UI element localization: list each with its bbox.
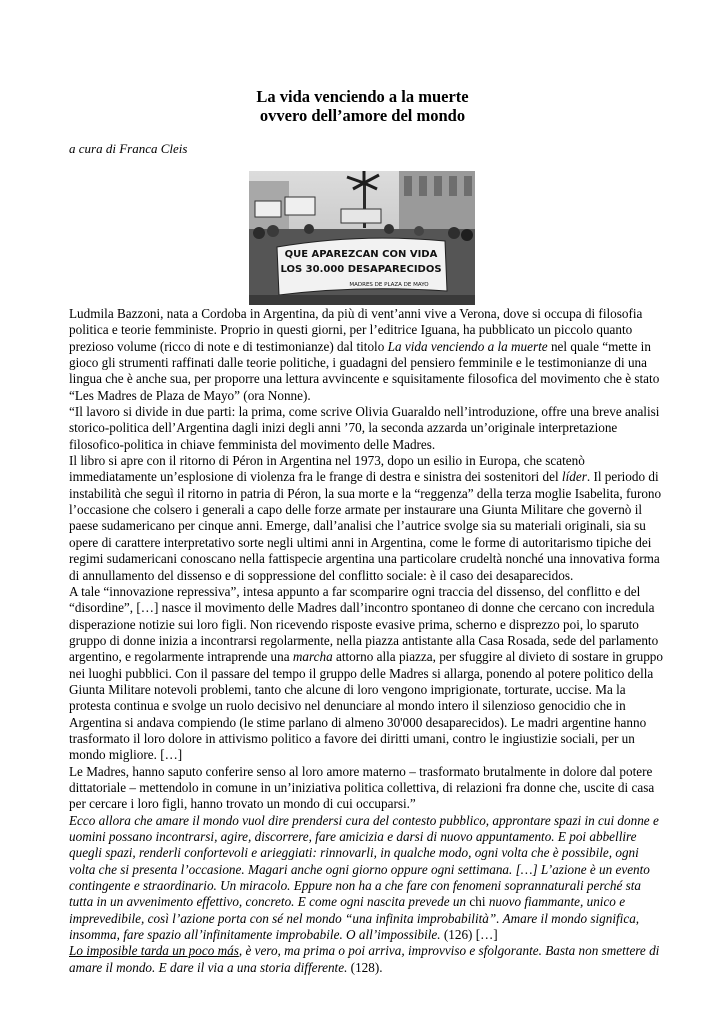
title-line-2: ovvero dell’amore del mondo <box>259 106 466 125</box>
paragraph-movement: A tale “innovazione repressiva”, intesa appunto a far scomparire ogni traccia del dissenso, del conflitto e del “disordine”, […] nasce il movimento delle Madres dall’incontro spontaneo di donne che cercano con incredula disperazione notizie sui loro figli. Non ricevendo risposte evasive prima, scherno e disprezzo poi, lo sparuto gruppo di donne inizia a incontrarsi regolarmente, nella piazza antistante alla Casa Rosada, sede del parlamento argentino, e regolarmente intraprende una marcha attorno alla piazza, per sfuggire al divieto di sostare in gruppo nei luoghi pubblici. Con il passare del tempo il gruppo delle Madres si allarga, ponendo al potere politico della Giunta Militare notevoli problemi, tanto che alcune di loro vengono imprigionate, torturate, uccise. Ma la protesta continua e svolge un ruolo decisivo nel denunciare al mondo intero il silenzioso genocidio che in Argentina si andava compiendo (le stime parlano di almeno 30'000 desaparecidos). Le madri argentine hanno trasformato il loro dolore in attivismo politico a favore dei diritti umani, contro le ingiustizie sociali, per un mondo migliore. […] <box>69 583 663 763</box>
paragraph-structure: “Il lavoro si divide in due parti: la prima, come scrive Olivia Guaraldo nell’introduzione, offre una breve analisi storico-politica dell’Argentina dagli inizi degli anni ’70, la seconda azzarda un’originale interpretazione filosofico-politica in chiave femminista del movimento delle Madres. <box>69 404 660 452</box>
article-title <box>0 87 725 125</box>
protest-photo <box>249 171 475 305</box>
banner-text-3: MADRES DE PLAZA DE MAYO <box>349 282 429 288</box>
title-line-1: La vida venciendo a la muerte <box>256 87 469 106</box>
paragraph-history: Il libro si apre con il ritorno di Péron in Argentina nel 1973, dopo un esilio in Europa, che scatenò immediatamente un’esplosione di violenza fra le frange di destra e sinistra dei sostenitori del líder. Il periodo di instabilità che seguì il ritorno in patria di Péron, la sua morte e la “reggenza” della terza moglie Isabelita, furono l’occasione che colsero i generali a capo delle forze armate per instaurare una Giunta Militare che governò il paese sudamericano per cinque anni. Emerge, dall’analisi che l’autrice svolge sia su materiali originali, sia su opere di carattere interpretativo sorte negli ultimi anni in Argentina, come le forme di autoritarismo tipiche dei regimi sudamericani conoscano nella fattispecie argentina una particolare crudeltà nonché una innovativa forma di annullamento del dissenso e di soppressione del conflitto sociale: è il caso dei desaparecidos. <box>69 453 662 583</box>
paragraph-quote: Ecco allora che amare il mondo vuol dire prendersi cura del contesto pubblico, approntare spazi in cui donne e uomini possano incontrarsi, agire, discorrere, fare amicizia e darsi di nuovo appuntamento. E poi abbellire quegli spazi, renderli confortevoli e arieggiati: rinnovarli, in qualche modo, ogni volta che è possibile, ogni volta che si presenta l’occasione. Magari anche ogni giorno oppure ogni settimana. […] L’azione è un evento contingente e straordinario. Un miracolo. Eppure non ha a che fare con fenomeni soprannaturali perché sta tutta in un avvenimento effettivo, concreto. E come ogni nascita prevede un chi nuovo fiammante, unico e imprevedibile, così l’azione porta con sé nel mondo “una infinita improbabilità”. Amare il mondo significa, insomma, fare spazio all’infinitamente improbabile. O all’impossibile. (126) […] Lo imposible tarda un poco más, è vero, ma prima o poi arriva, improvviso e sfolgorante. Basta non smettere di amare il mondo. E dare il via a una storia differente. (128). <box>69 812 660 975</box>
book-title: La vida venciendo a la muerte <box>387 338 548 354</box>
banner-text-2: LOS 30.000 DESAPARECIDOS <box>280 264 442 275</box>
byline: a cura di Franca Cleis <box>69 141 188 156</box>
paragraph-intro: Ludmila Bazzoni, nata a Cordoba in Argentina, da più di vent’anni vive a Verona, dove si occupa di filosofia politica e teorie femministe. Proprio in questi giorni, per l’editrice Iguana, ha pubblicato un piccolo quanto prezioso volume (ricco di note e di testimonianze) dal titolo La vida venciendo a la muerte nel quale “mette in gioco gli strumenti raffinati dalle teorie politiche, i guadagni del pensiero femminile e le testimonianze di una lingua che è anche sua, per proporre una lettura avvincente e squisitamente filosofica del movimento che è stato “Les Madres de Plaza de Mayo” (ora Nonne). <box>69 306 660 403</box>
banner-text-1: QUE APAREZCAN CON VIDA <box>284 249 438 260</box>
article-body <box>69 306 665 976</box>
underlined-quote: Lo imposible tarda un poco más <box>69 943 239 959</box>
paragraph-madres: Le Madres, hanno saputo conferire senso al loro amore materno – trasformato brutalmente in dolore dal potere dittatoriale – mettendolo in comune in un’iniziativa politica collettiva, di relazioni fra donne che, uscite di casa per cercare i loro figli, hanno trovato un mondo di cui occuparsi.” <box>69 763 655 812</box>
